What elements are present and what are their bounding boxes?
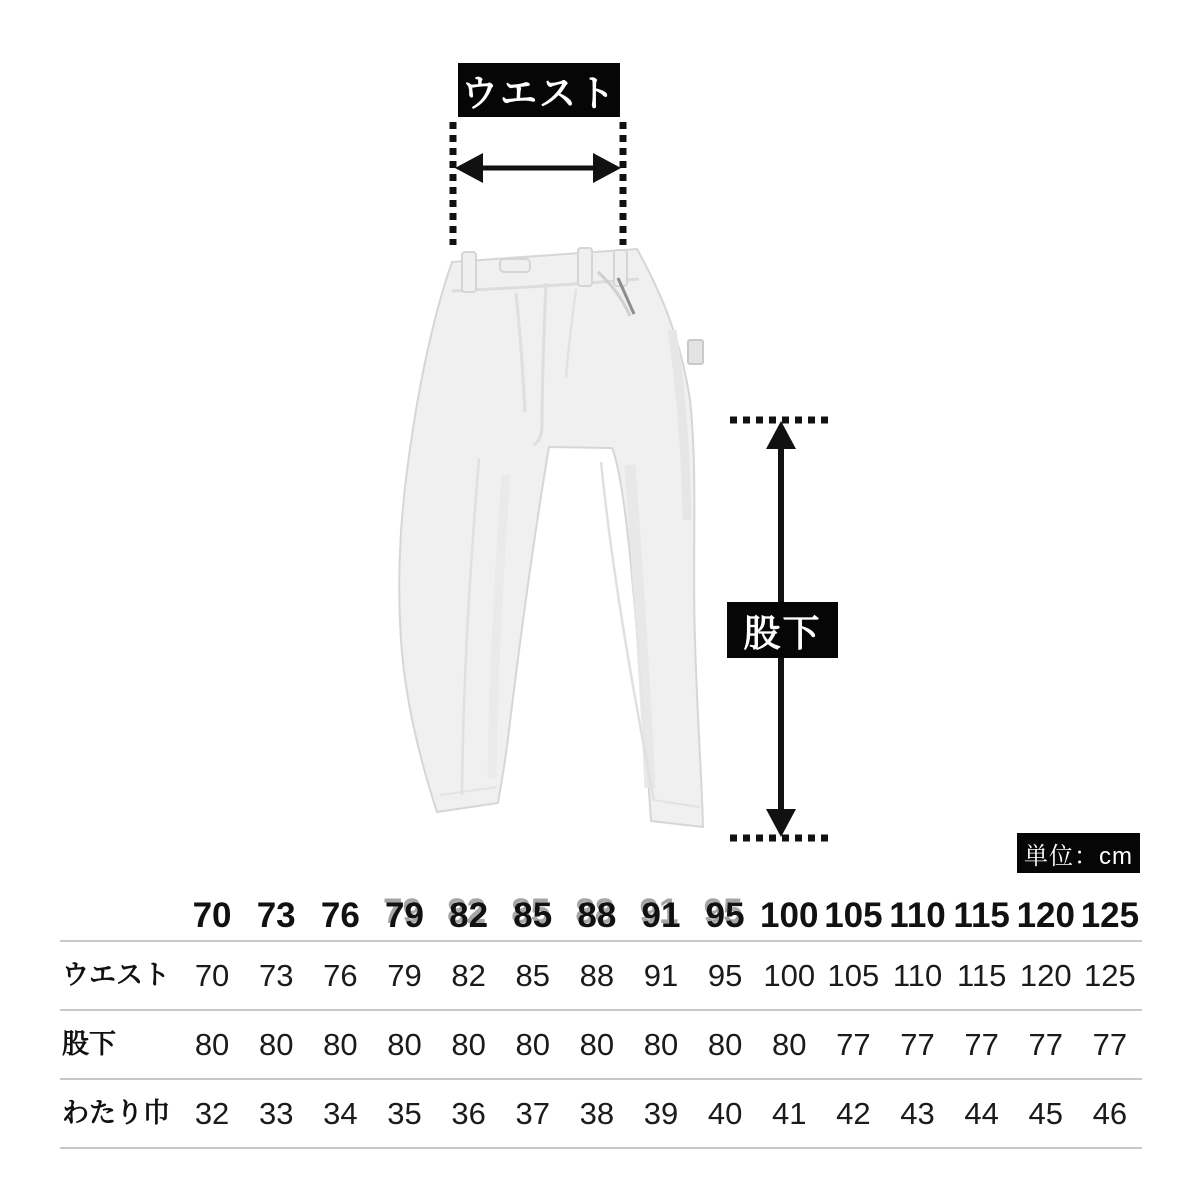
size-column-header: 79 bbox=[384, 896, 424, 935]
size-value: 77 bbox=[836, 1027, 871, 1062]
size-value: 70 bbox=[194, 958, 230, 993]
size-column-header: 85 bbox=[513, 896, 553, 935]
size-value: 43 bbox=[900, 1096, 935, 1131]
size-value: 77 bbox=[900, 1027, 935, 1062]
pants-illustration bbox=[399, 248, 703, 827]
size-table-header-row bbox=[60, 891, 1142, 942]
size-value: 80 bbox=[515, 1027, 550, 1062]
size-value: 46 bbox=[1092, 1096, 1128, 1131]
waist-label: ウエスト bbox=[458, 63, 620, 117]
size-value: 39 bbox=[643, 1096, 679, 1131]
size-value: 77 bbox=[1092, 1027, 1128, 1062]
size-column-header: 76 bbox=[320, 896, 360, 935]
size-value: 41 bbox=[772, 1096, 807, 1131]
size-column-header: 70 bbox=[192, 896, 232, 935]
size-value: 33 bbox=[258, 1096, 294, 1131]
left-right-arrow-icon bbox=[455, 153, 621, 183]
size-column-header: 110 bbox=[889, 896, 946, 935]
size-value: 79 bbox=[387, 958, 422, 993]
waist-measurement bbox=[453, 122, 623, 245]
size-value: 80 bbox=[772, 1027, 807, 1062]
size-value: 77 bbox=[964, 1027, 999, 1062]
side-tab bbox=[688, 340, 703, 364]
unit-label: 単位：cm bbox=[1017, 833, 1140, 873]
size-value: 37 bbox=[515, 1096, 550, 1131]
row-label: わたり巾 bbox=[62, 1098, 170, 1128]
row-label: ウエスト bbox=[62, 960, 170, 990]
size-value: 80 bbox=[194, 1027, 230, 1062]
size-table-row bbox=[60, 1011, 1142, 1080]
size-column-header: 88 bbox=[577, 896, 617, 935]
row-label: 股下 bbox=[62, 1029, 116, 1059]
size-value: 80 bbox=[258, 1027, 294, 1062]
inseam-label: 股下 bbox=[727, 602, 838, 658]
size-value: 80 bbox=[451, 1027, 486, 1062]
size-column-header: 100 bbox=[760, 896, 819, 935]
size-value: 105 bbox=[827, 958, 880, 993]
size-value: 42 bbox=[836, 1096, 871, 1131]
size-value: 40 bbox=[707, 1096, 743, 1131]
size-value: 115 bbox=[956, 958, 1007, 993]
size-value: 100 bbox=[763, 958, 816, 993]
size-value: 77 bbox=[1028, 1027, 1064, 1062]
size-value: 80 bbox=[323, 1027, 358, 1062]
size-table bbox=[60, 891, 1142, 1149]
size-value: 36 bbox=[451, 1096, 486, 1131]
size-value: 80 bbox=[387, 1027, 422, 1062]
size-column-header: 125 bbox=[1080, 896, 1140, 935]
size-column-header: 73 bbox=[256, 896, 296, 935]
size-value: 35 bbox=[387, 1096, 422, 1131]
size-value: 38 bbox=[579, 1096, 615, 1131]
size-column-header: 115 bbox=[953, 896, 1010, 935]
size-value: 73 bbox=[258, 958, 294, 993]
size-table-row bbox=[60, 942, 1142, 1011]
size-value: 45 bbox=[1028, 1096, 1064, 1131]
size-value: 88 bbox=[579, 958, 615, 993]
size-column-header: 120 bbox=[1016, 896, 1075, 935]
size-table-row bbox=[60, 1080, 1142, 1149]
size-value: 82 bbox=[451, 958, 486, 993]
size-column-header: 91 bbox=[641, 896, 681, 935]
size-column-header: 105 bbox=[824, 896, 883, 935]
size-value: 80 bbox=[707, 1027, 743, 1062]
size-value: 44 bbox=[964, 1096, 999, 1131]
size-value: 91 bbox=[643, 958, 679, 993]
size-value: 95 bbox=[707, 958, 743, 993]
size-column-header: 82 bbox=[449, 896, 489, 935]
size-value: 80 bbox=[643, 1027, 679, 1062]
size-column-header: 95 bbox=[705, 896, 745, 935]
pants-silhouette bbox=[399, 249, 703, 827]
size-value: 76 bbox=[323, 958, 358, 993]
size-value: 125 bbox=[1084, 958, 1136, 993]
size-value: 32 bbox=[194, 1096, 230, 1131]
size-value: 120 bbox=[1019, 958, 1072, 993]
size-value: 80 bbox=[579, 1027, 615, 1062]
size-value: 110 bbox=[892, 958, 943, 993]
size-value: 34 bbox=[323, 1096, 358, 1131]
size-value: 85 bbox=[515, 958, 550, 993]
